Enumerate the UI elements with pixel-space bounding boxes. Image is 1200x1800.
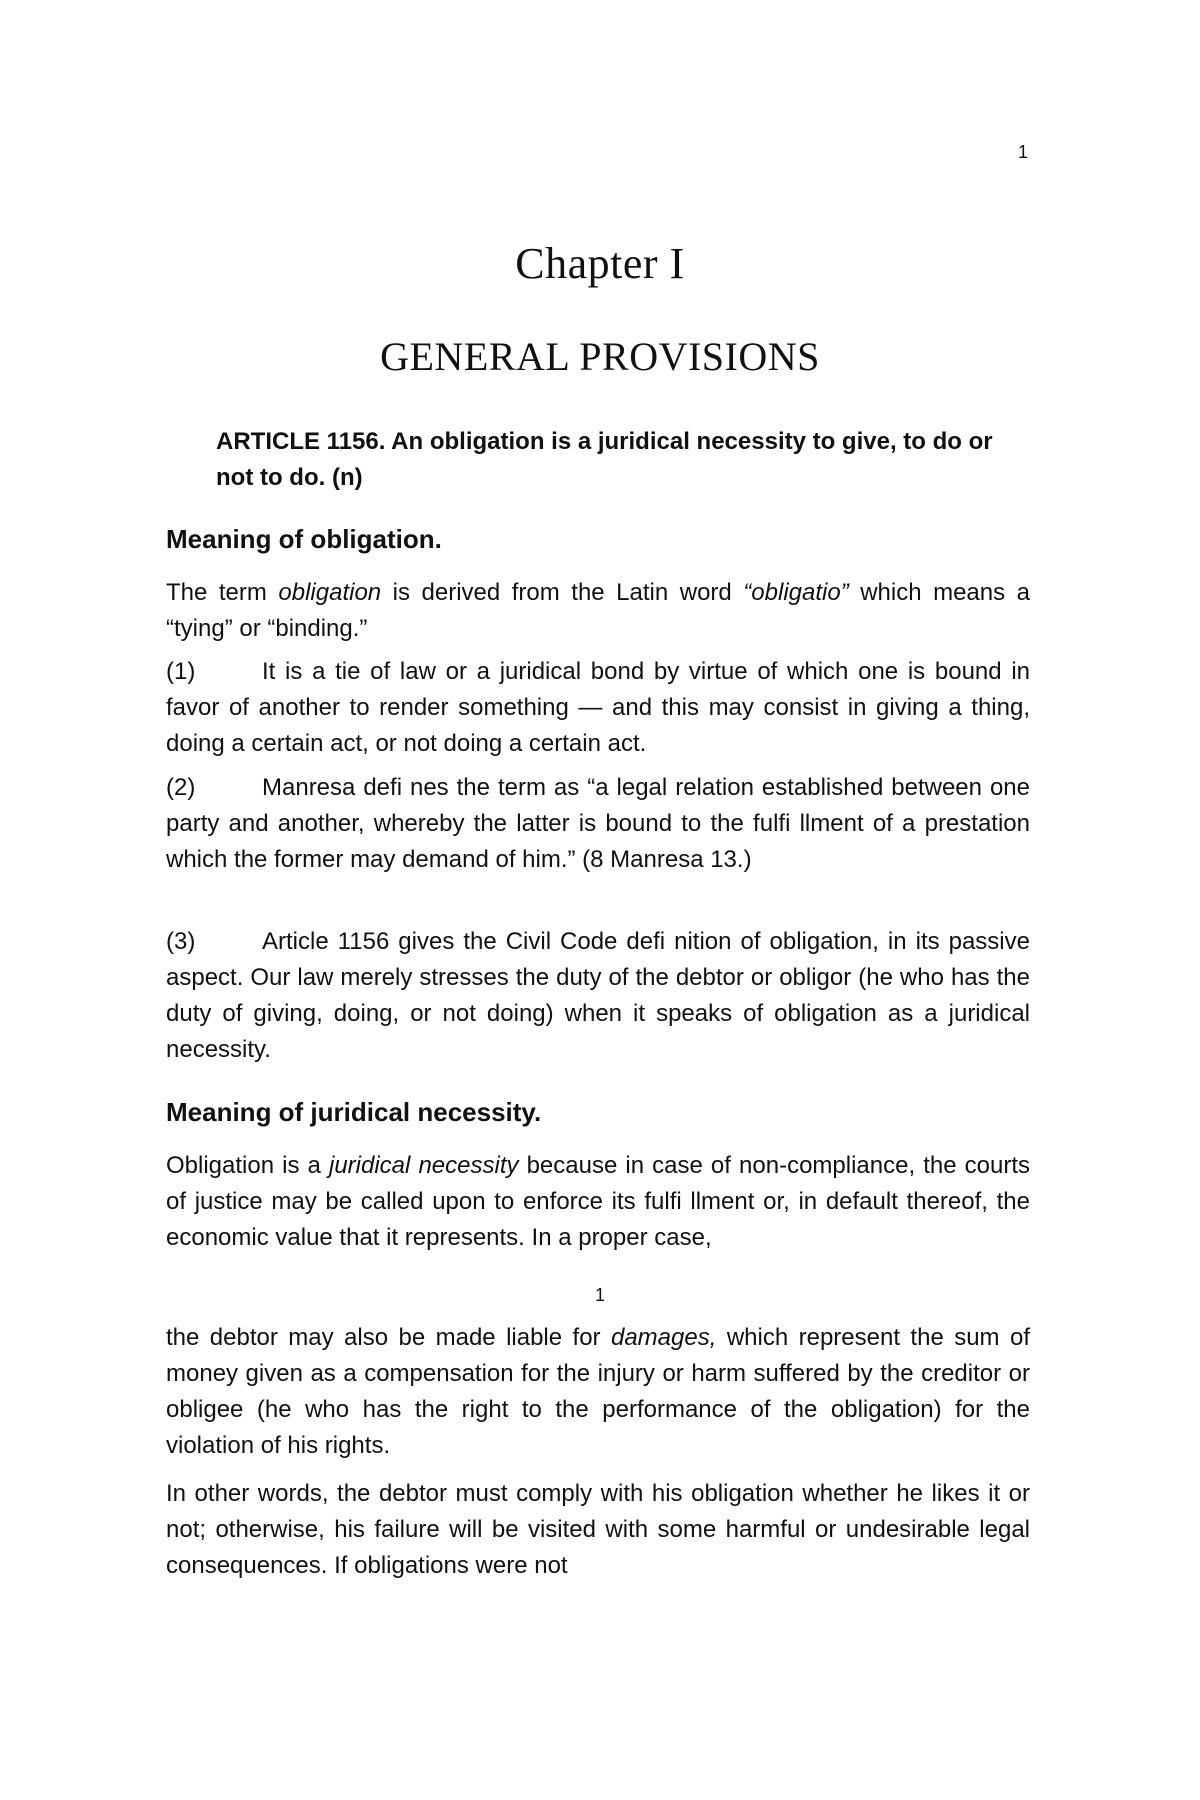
article-text: ARTICLE 1156. An obligation is a juridical necessity to give, to do or not to do. (n) [216, 428, 993, 491]
item-3-text: Article 1156 gives the Civil Code defi nition of obligation, in its passive aspect. Our law merely stresses the duty of the debtor or obligor (he who has the duty of giving, doing, or not doing) when it speaks of obligation as a juridical necessity. [166, 928, 1030, 1063]
necessity-text-a: Obligation is a [166, 1152, 329, 1179]
item-2-text: Manresa defi nes the term as “a legal relation established between one party and another, whereby the latter is bound to the fulfi llment of a prestation which the former may demand of him.” (8 Manresa 13.) [166, 774, 1030, 873]
intro-text-c: is derived from the Latin word [381, 579, 744, 606]
necessity-term: juridical necessity [329, 1152, 519, 1179]
necessity-text-c: because in case of non-compliance, the courts of justice may be called upon to enforce its fulfi llment or, in default thereof, the economic value that it represents. In a proper case, [166, 1152, 1031, 1251]
intro-latin: “obligatio” [743, 579, 849, 606]
intro-term: obligation [278, 579, 382, 606]
intro-text-a: The term [166, 579, 279, 606]
section-title: GENERAL PROVISIONS [380, 334, 820, 379]
item-2-number: (2) [166, 774, 196, 801]
continuation-text-a: the debtor may also be made liable for [166, 1324, 611, 1351]
item-1-text: It is a tie of law or a juridical bond by virtue of which one is bound in favor of another to render something — and this may consist in giving a thing, doing a certain act, or not doing a certain act. [166, 658, 1030, 757]
page-number-top: 1 [1017, 142, 1028, 162]
heading-meaning-of-obligation: Meaning of obligation. [166, 524, 442, 554]
intro-text-e: which means a “tying” or “binding.” [166, 579, 1030, 642]
item-2 [166, 770, 1030, 878]
last-paragraph: In other words, the debtor must comply with his obligation whether he likes it or not; otherwise, his failure will be visited with some harmful or undesirable legal consequences. If obligations were not [166, 1480, 1030, 1579]
item-3 [166, 924, 1030, 1068]
heading-juridical-necessity: Meaning of juridical necessity. [166, 1097, 542, 1127]
continuation-paragraph [166, 1320, 1030, 1464]
continuation-term: damages, [610, 1324, 717, 1351]
necessity-paragraph [166, 1148, 1030, 1256]
item-1-number: (1) [166, 658, 196, 685]
continuation-text-c: which represent the sum of money given as a compensation for the injury or harm suffered by the creditor or obligee (he who has the right to the performance of the obligation) for the violation of his rights. [166, 1324, 1030, 1459]
page-number-mid: 1 [594, 1285, 605, 1305]
item-3-number: (3) [166, 928, 196, 955]
intro-paragraph [166, 575, 1030, 647]
chapter-title: Chapter I [515, 239, 685, 288]
item-1 [166, 654, 1030, 762]
